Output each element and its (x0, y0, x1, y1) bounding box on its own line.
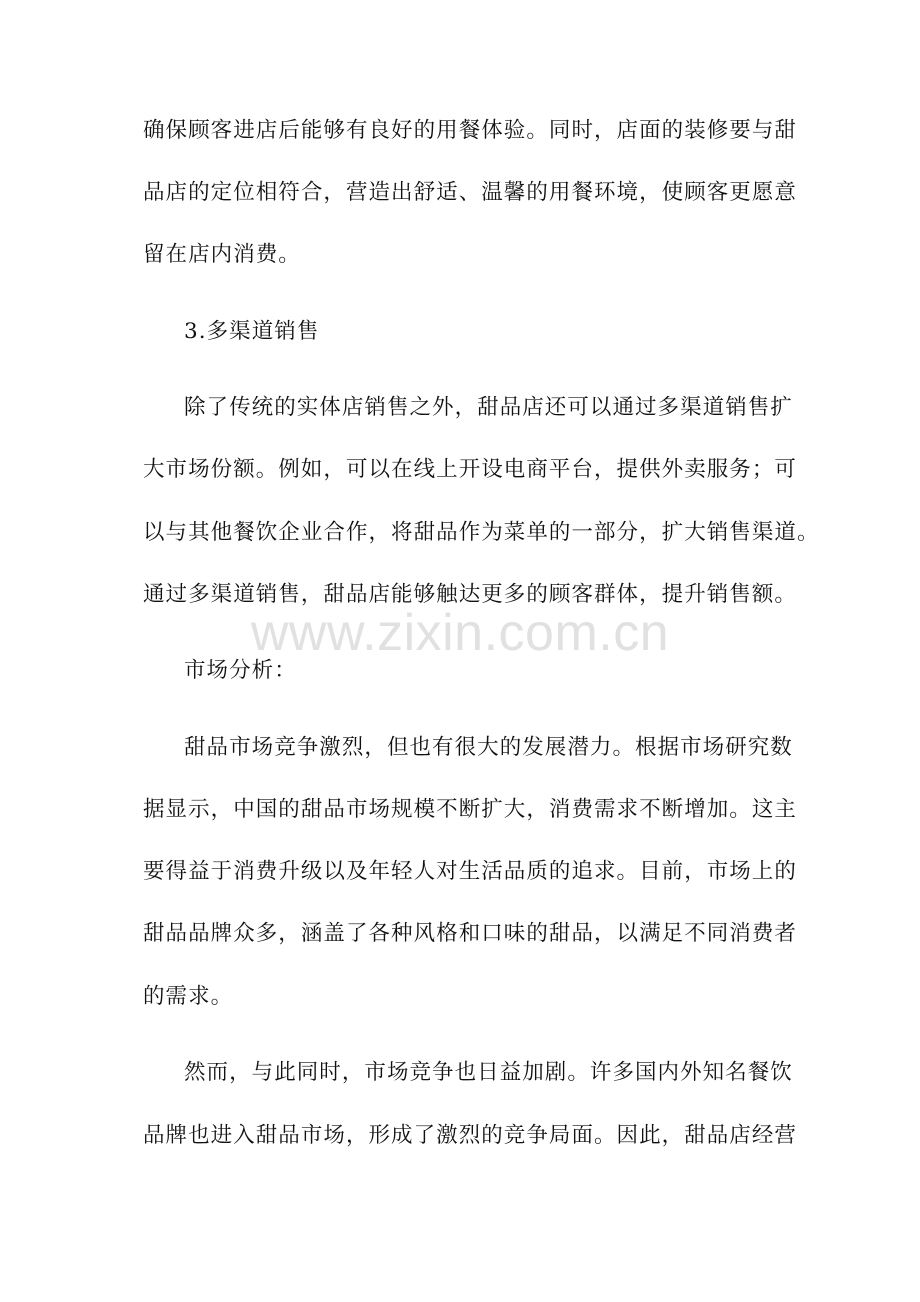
paragraph-line: 的需求。 (143, 984, 234, 1009)
paragraph-line: 据显示，中国的甜品市场规模不断扩大，消费需求不断增加。这主 (143, 797, 797, 822)
paragraph-line: 通过多渠道销售，甜品店能够触达更多的顾客群体，提升销售额。 (143, 582, 797, 607)
paragraph-line: 以与其他餐饮企业合作，将甜品作为菜单的一部分，扩大销售渠道。 (143, 520, 820, 545)
paragraph-line: 确保顾客进店后能够有良好的用餐体验。同时，店面的装修要与甜 (143, 118, 797, 143)
paragraph-line: 要得益于消费升级以及年轻人对生活品质的追求。目前，市场上的 (143, 859, 797, 884)
watermark: www.zixin.com.cn (250, 604, 670, 662)
paragraph-line: 品店的定位相符合，营造出舒适、温馨的用餐环境，使顾客更愿意 (143, 180, 797, 205)
paragraph-line: 甜品品牌众多，涵盖了各种风格和口味的甜品，以满足不同消费者 (143, 921, 797, 946)
section-heading: 市场分析： (184, 658, 297, 683)
paragraph-line: 除了传统的实体店销售之外，甜品店还可以通过多渠道销售扩 (184, 395, 793, 420)
paragraph-line: 品牌也进入甜品市场，形成了激烈的竞争局面。因此，甜品店经营 (143, 1123, 797, 1148)
section-heading: 3.多渠道销售 (184, 319, 320, 344)
paragraph-line: 然而，与此同时，市场竞争也日益加剧。许多国内外知名餐饮 (184, 1060, 793, 1085)
paragraph-line: 留在店内消费。 (143, 242, 301, 267)
paragraph-line: 大市场份额。例如，可以在线上开设电商平台，提供外卖服务；可 (143, 457, 797, 482)
paragraph-line: 甜品市场竞争激烈，但也有很大的发展潜力。根据市场研究数 (184, 735, 793, 760)
